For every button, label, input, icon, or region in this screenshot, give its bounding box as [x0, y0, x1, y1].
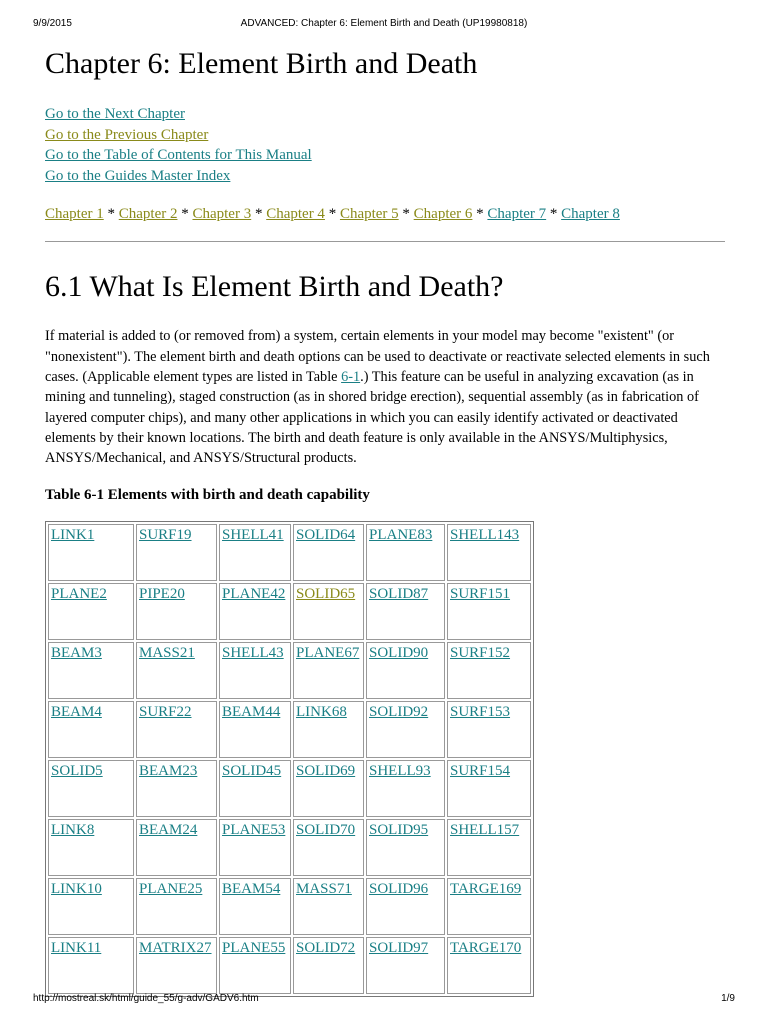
table-cell — [293, 701, 364, 758]
chapter-separator: * — [402, 206, 410, 223]
table-cell — [48, 642, 134, 699]
table-cell — [366, 642, 445, 699]
element-link-surf154[interactable]: SURF154 — [450, 763, 511, 780]
table-cell — [219, 937, 291, 994]
table-cell — [48, 819, 134, 876]
table-cell — [219, 819, 291, 876]
paragraph-text-start: If material is added to (or removed from) a system, certain elements in your model may become "existent" (or "nonexistent"). The element birth and death options can be used to deactivate or reactivate selected elements in such cases. (Applicable element types are listed in Table — [45, 328, 710, 385]
table-cell — [219, 524, 291, 581]
table-cell — [48, 701, 134, 758]
element-link-solid5[interactable]: SOLID5 — [51, 763, 103, 780]
table-cell — [136, 642, 217, 699]
table-cell — [136, 701, 217, 758]
table-row — [48, 583, 531, 640]
element-link-plane25[interactable]: PLANE25 — [139, 881, 203, 898]
element-link-plane55[interactable]: PLANE55 — [222, 940, 286, 957]
element-link-shell93[interactable]: SHELL93 — [369, 763, 431, 780]
table-cell — [293, 642, 364, 699]
table-cell — [447, 937, 531, 994]
chapter-2-link[interactable]: Chapter 2 — [118, 206, 178, 223]
element-link-shell43[interactable]: SHELL43 — [222, 645, 284, 662]
table-cell — [136, 583, 217, 640]
table-cell — [48, 937, 134, 994]
table-cell — [366, 937, 445, 994]
intro-paragraph — [45, 326, 725, 468]
table-cell — [366, 760, 445, 817]
element-link-link68[interactable]: LINK68 — [296, 704, 347, 721]
table-cell — [447, 642, 531, 699]
table-cell — [447, 583, 531, 640]
element-link-solid90[interactable]: SOLID90 — [369, 645, 429, 662]
chapter-4-link[interactable]: Chapter 4 — [266, 206, 325, 223]
table-cell — [219, 878, 291, 935]
element-link-solid72[interactable]: SOLID72 — [296, 940, 356, 957]
table-caption: Table 6-1 Elements with birth and death capability — [45, 487, 370, 504]
chapter-8-link[interactable]: Chapter 8 — [561, 206, 620, 223]
chapter-separator: * — [476, 206, 484, 223]
table-cell — [219, 701, 291, 758]
element-link-solid96[interactable]: SOLID96 — [369, 881, 429, 898]
table-cell — [447, 524, 531, 581]
chapter-title: Chapter 6: Element Birth and Death — [45, 47, 478, 80]
table-cell — [219, 760, 291, 817]
table-cell — [366, 524, 445, 581]
horizontal-rule — [45, 241, 725, 242]
table-cell — [48, 878, 134, 935]
element-link-solid64[interactable]: SOLID64 — [296, 527, 356, 544]
table-row — [48, 524, 531, 581]
table-row — [48, 819, 531, 876]
element-link-surf153[interactable]: SURF153 — [450, 704, 511, 721]
element-link-targe170[interactable]: TARGE170 — [450, 940, 522, 957]
print-date: 9/9/2015 — [33, 18, 72, 29]
element-link-beam3[interactable]: BEAM3 — [51, 645, 102, 662]
paragraph-text-end: .) This feature can be useful in analyzing excavation (as in mining and tunneling), staged construction (as in shored bridge erection), sequential assembly (as in fabrication of layered computer chips), and many other applications in which you can easily identify activated or deactivated elements by their known locations. The birth and death feature is only available in the ANSYS/Multiphysics, ANSYS/Mechanical, and ANSYS/Structural products. — [45, 368, 699, 467]
guides-master-index-link[interactable]: Go to the Guides Master Index — [45, 167, 231, 184]
element-link-solid92[interactable]: SOLID92 — [369, 704, 429, 721]
element-link-link11[interactable]: LINK11 — [51, 940, 102, 957]
table-cell — [366, 819, 445, 876]
chapter-separator: * — [549, 206, 558, 223]
element-link-plane83[interactable]: PLANE83 — [369, 527, 433, 544]
element-link-plane53[interactable]: PLANE53 — [222, 822, 286, 839]
element-link-solid69[interactable]: SOLID69 — [296, 763, 356, 780]
element-link-solid87[interactable]: SOLID87 — [369, 586, 429, 603]
table-cell — [136, 937, 217, 994]
element-link-beam23[interactable]: BEAM23 — [139, 763, 198, 780]
nav-links — [45, 104, 725, 186]
element-link-shell41[interactable]: SHELL41 — [222, 527, 284, 544]
table-row — [48, 878, 531, 935]
chapter-separator: * — [254, 206, 263, 223]
element-table-body — [48, 524, 531, 994]
table-row — [48, 937, 531, 994]
table-cell — [136, 524, 217, 581]
chapter-5-link[interactable]: Chapter 5 — [339, 206, 399, 223]
table-cell — [293, 583, 364, 640]
table-cell — [366, 583, 445, 640]
element-link-mass21[interactable]: MASS21 — [139, 645, 195, 662]
table-6-1-link[interactable]: 6-1 — [341, 368, 361, 385]
element-link-link8[interactable]: LINK8 — [51, 822, 95, 839]
element-link-pipe20[interactable]: PIPE20 — [139, 586, 185, 603]
table-cell — [136, 760, 217, 817]
table-cell — [447, 701, 531, 758]
table-cell — [293, 524, 364, 581]
table-row — [48, 642, 531, 699]
chapter-3-link[interactable]: Chapter 3 — [192, 206, 252, 223]
element-table — [45, 521, 534, 997]
previous-chapter-link[interactable]: Go to the Previous Chapter — [45, 126, 209, 143]
element-link-solid95[interactable]: SOLID95 — [369, 822, 429, 839]
element-link-surf151[interactable]: SURF151 — [450, 586, 511, 603]
element-link-targe169[interactable]: TARGE169 — [450, 881, 522, 898]
element-link-beam44[interactable]: BEAM44 — [222, 704, 281, 721]
table-cell — [293, 760, 364, 817]
table-cell — [219, 642, 291, 699]
chapter-links — [45, 204, 725, 224]
next-chapter-link[interactable]: Go to the Next Chapter — [45, 106, 185, 122]
table-cell — [48, 760, 134, 817]
table-cell — [219, 583, 291, 640]
element-link-shell143[interactable]: SHELL143 — [450, 527, 520, 544]
table-row — [48, 760, 531, 817]
page-number: 1/9 — [721, 993, 735, 1004]
print-url: http://mostreal.sk/html/guide_55/g-adv/GADV6.htm — [33, 993, 259, 1004]
element-link-beam24[interactable]: BEAM24 — [139, 822, 198, 839]
element-link-solid97[interactable]: SOLID97 — [369, 940, 429, 957]
section-title: 6.1 What Is Element Birth and Death? — [45, 270, 504, 304]
table-cell — [366, 701, 445, 758]
table-cell — [293, 819, 364, 876]
table-cell — [447, 819, 531, 876]
chapter-6-link[interactable]: Chapter 6 — [413, 206, 473, 223]
table-cell — [48, 583, 134, 640]
element-link-beam4[interactable]: BEAM4 — [51, 704, 102, 721]
element-link-surf19[interactable]: SURF19 — [139, 527, 192, 544]
table-cell — [293, 937, 364, 994]
table-cell — [366, 878, 445, 935]
table-cell — [48, 524, 134, 581]
chapter-1-link[interactable]: Chapter 1 — [45, 206, 104, 223]
element-link-matrix27[interactable]: MATRIX27 — [139, 940, 212, 957]
table-row — [48, 701, 531, 758]
element-link-plane2[interactable]: PLANE2 — [51, 586, 107, 603]
element-link-solid70[interactable]: SOLID70 — [296, 822, 356, 839]
table-cell — [293, 878, 364, 935]
element-link-solid65[interactable]: SOLID65 — [296, 586, 356, 603]
document-content — [45, 44, 725, 997]
chapter-separator: * — [107, 206, 115, 223]
element-link-plane42[interactable]: PLANE42 — [222, 586, 286, 603]
print-doc-title: ADVANCED: Chapter 6: Element Birth and Death (UP19980818) — [240, 18, 528, 29]
chapter-7-link[interactable]: Chapter 7 — [487, 206, 547, 223]
table-of-contents-link[interactable]: Go to the Table of Contents for This Manual — [45, 147, 312, 164]
table-cell — [447, 760, 531, 817]
element-link-surf22[interactable]: SURF22 — [139, 704, 192, 721]
element-link-beam54[interactable]: BEAM54 — [222, 881, 281, 898]
element-link-shell157[interactable]: SHELL157 — [450, 822, 520, 839]
element-link-link10[interactable]: LINK10 — [51, 881, 102, 898]
chapter-separator: * — [328, 206, 337, 223]
element-link-surf152[interactable]: SURF152 — [450, 645, 511, 662]
table-cell — [136, 878, 217, 935]
element-link-mass71[interactable]: MASS71 — [296, 881, 352, 898]
table-cell — [136, 819, 217, 876]
table-cell — [447, 878, 531, 935]
element-link-plane67[interactable]: PLANE67 — [296, 645, 360, 662]
chapter-separator: * — [181, 206, 189, 223]
element-link-link1[interactable]: LINK1 — [51, 527, 95, 544]
element-link-solid45[interactable]: SOLID45 — [222, 763, 282, 780]
